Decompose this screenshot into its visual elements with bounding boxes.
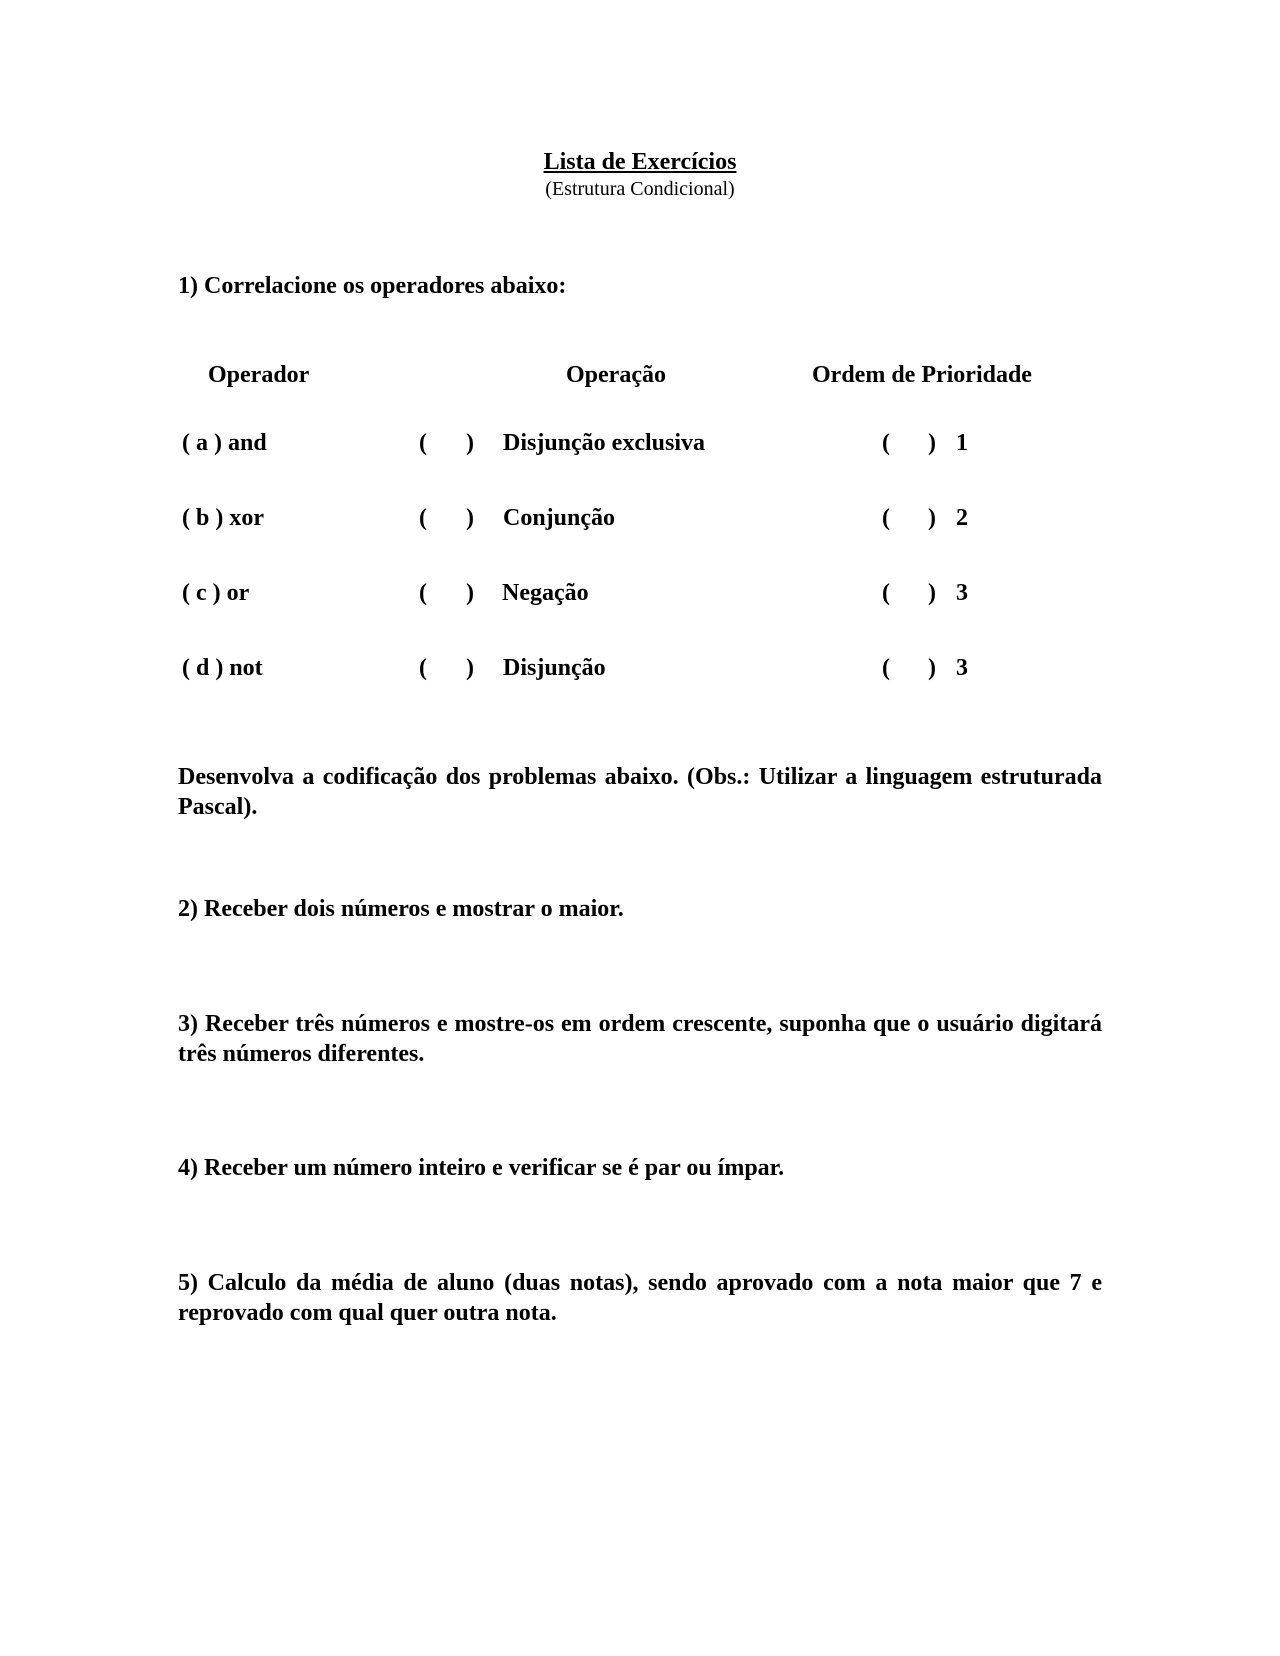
- page-subtitle: (Estrutura Condicional): [545, 178, 735, 200]
- page-title: [0, 147, 1280, 177]
- priority-paren-close: ): [928, 580, 936, 606]
- answer-paren-open: (: [419, 430, 427, 456]
- operator-cell: ( d ) not: [182, 655, 263, 681]
- answer-paren-open: (: [419, 655, 427, 681]
- answer-paren-open: (: [419, 580, 427, 606]
- operation-cell: Disjunção exclusiva: [503, 430, 706, 456]
- answer-paren-close: ): [466, 580, 474, 606]
- priority-value: 2: [956, 505, 968, 531]
- column-header-operacao: Operação: [566, 362, 666, 388]
- operation-cell: Disjunção: [503, 655, 606, 681]
- operator-cell: ( c ) or: [182, 580, 250, 606]
- priority-paren-open: (: [882, 430, 890, 456]
- priority-paren-open: (: [882, 655, 890, 681]
- priority-paren-open: (: [882, 505, 890, 531]
- priority-paren-close: ): [928, 505, 936, 531]
- question-3: 3) Receber três números e mostre-os em ordem crescente, suponha que o usuário digitará três números diferentes.: [178, 1011, 1102, 1067]
- operation-cell: Conjunção: [503, 505, 616, 531]
- question-2: 2) Receber dois números e mostrar o maior.: [178, 896, 624, 922]
- question-1-prompt: 1) Correlacione os operadores abaixo:: [178, 273, 567, 299]
- answer-paren-close: ): [466, 655, 474, 681]
- priority-paren-open: (: [882, 580, 890, 606]
- priority-value: 1: [956, 430, 968, 456]
- column-header-operador: Operador: [208, 362, 310, 388]
- operator-cell: ( b ) xor: [182, 505, 264, 531]
- priority-value: 3: [956, 580, 968, 606]
- column-header-prioridade: Ordem de Prioridade: [812, 362, 1032, 388]
- operation-cell: Negação: [502, 580, 589, 606]
- priority-paren-close: ): [928, 655, 936, 681]
- page-title-text: Lista de Exercícios: [543, 149, 737, 175]
- question-4: 4) Receber um número inteiro e verificar se é par ou ímpar.: [178, 1155, 785, 1181]
- answer-paren-open: (: [419, 505, 427, 531]
- instructions-paragraph: Desenvolva a codificação dos problemas abaixo. (Obs.: Utilizar a linguagem estruturada Pascal).: [178, 764, 1102, 820]
- answer-paren-close: ): [466, 505, 474, 531]
- priority-paren-close: ): [928, 430, 936, 456]
- question-5: 5) Calculo da média de aluno (duas notas), sendo aprovado com a nota maior que 7 e reprovado com qual quer outra nota.: [178, 1270, 1102, 1326]
- answer-paren-close: ): [466, 430, 474, 456]
- operator-cell: ( a ) and: [182, 430, 267, 456]
- priority-value: 3: [956, 655, 968, 681]
